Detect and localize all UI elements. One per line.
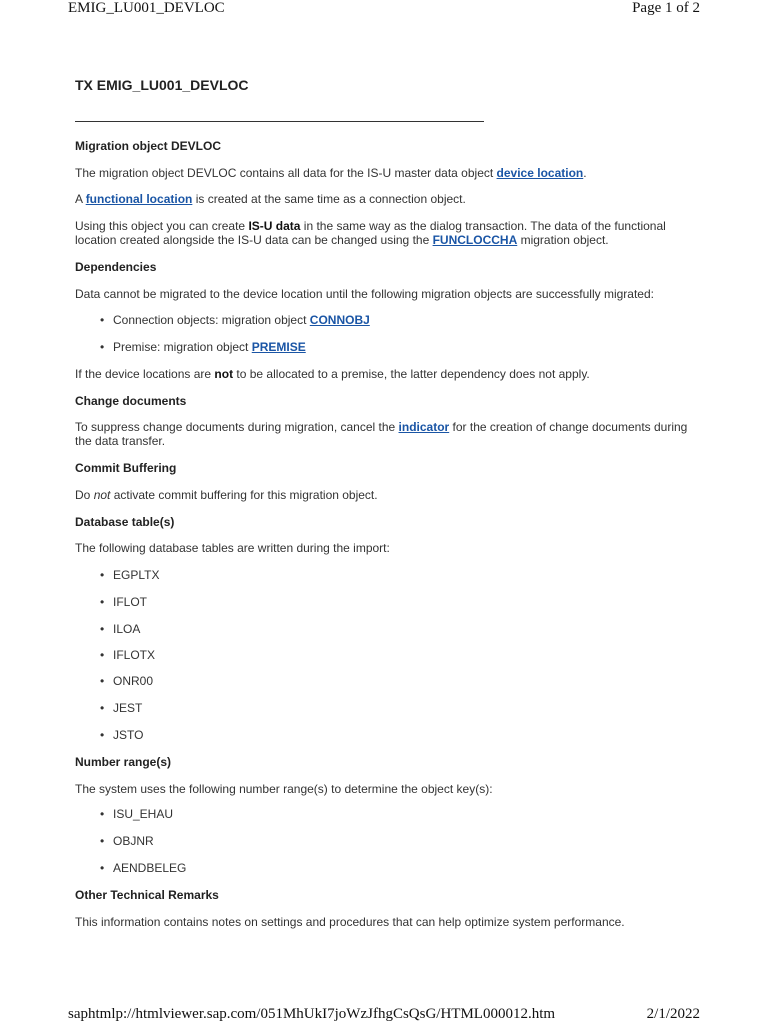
text: The migration object DEVLOC contains all data for the IS-U master data object [75,166,497,180]
table-name: ONR00 [113,674,154,688]
text: . [583,166,587,180]
bullet-icon: • [100,674,105,688]
section-heading-migration-object: Migration object DEVLOC [75,139,222,153]
text: Using this object you can create [75,219,249,233]
list-item [100,834,154,848]
text: If the device locations are [75,367,215,381]
italic-text: not [93,488,111,502]
number-range-name: OBJNR [113,834,154,848]
text: for the creation of change documents during the data transfer. [75,420,688,448]
text: A [75,192,86,206]
bullet-icon: • [100,728,105,742]
link-device-location[interactable]: device location [496,166,584,180]
text: Do [75,488,94,502]
print-footer [68,1006,700,1023]
text: in the same way as the dialog transaction. The data of the functional location created alongside the IS-U data can be changed using the [75,219,666,247]
list-item [100,340,306,354]
bullet-icon: • [100,807,105,821]
text: migration object. [517,233,609,247]
text: is created at the same time as a connection object. [192,192,466,206]
paragraph-commit-buffering [75,488,378,502]
list-item [100,807,173,821]
bullet-icon: • [100,648,105,662]
paragraph-dependency-note [75,367,590,381]
list-item [100,648,155,662]
list-item [100,313,370,327]
bullet-icon: • [100,861,105,875]
list-item [100,595,147,609]
bold-text: IS-U data [248,219,301,233]
link-premise[interactable]: PREMISE [251,340,306,354]
print-header [68,0,700,17]
number-range-name: ISU_EHAU [113,807,174,821]
section-heading-number-ranges: Number range(s) [75,755,172,769]
paragraph-other-remarks: This information contains notes on settings and procedures that can help optimize system performance. [75,915,625,929]
print-footer-date: 2/1/2022 [646,1006,700,1022]
bullet-icon: • [100,313,105,327]
section-heading-change-documents: Change documents [75,394,187,408]
text: To suppress change documents during migration, cancel the [75,420,399,434]
bullet-icon: • [100,701,105,715]
print-header-title: EMIG_LU001_DEVLOC [68,0,225,16]
table-name: IFLOTX [113,648,156,662]
list-item [100,568,159,582]
table-name: JEST [113,701,143,715]
title-divider [75,121,484,122]
bullet-icon: • [100,595,105,609]
table-name: ILOA [113,622,141,636]
section-heading-dependencies: Dependencies [75,260,157,274]
table-name: JSTO [113,728,144,742]
bold-text: not [214,367,234,381]
list-item [100,701,142,715]
table-name: EGPLTX [113,568,160,582]
text: activate commit buffering for this migration object. [110,488,378,502]
paragraph-change-documents [75,420,700,448]
list-item [100,674,153,688]
link-funcloccha[interactable]: FUNCLOCCHA [432,233,518,247]
list-item [100,622,140,636]
section-heading-database-tables: Database table(s) [75,515,175,529]
number-range-name: AENDBELEG [113,861,187,875]
page-number: Page 1 of 2 [632,0,700,16]
section-heading-commit-buffering: Commit Buffering [75,461,177,475]
bullet-icon: • [100,568,105,582]
paragraph-functional-location [75,192,466,206]
paragraph-isu-data [75,219,700,247]
text: to be allocated to a premise, the latter dependency does not apply. [233,367,590,381]
bullet-icon: • [100,340,105,354]
bullet-icon: • [100,622,105,636]
paragraph-dependencies-intro: Data cannot be migrated to the device location until the following migration objects are successfully migrated: [75,287,654,301]
table-name: IFLOT [113,595,148,609]
print-footer-url: saphtmlp://htmlviewer.sap.com/051MhUkI7joWzJfhgCsQsG/HTML000012.htm [68,1006,556,1022]
paragraph-description [75,166,587,180]
list-item [100,861,186,875]
text: Connection objects: migration object [113,313,310,327]
link-indicator[interactable]: indicator [398,420,450,434]
list-item [100,728,143,742]
paragraph-database-tables-intro: The following database tables are written during the import: [75,541,390,555]
text: Premise: migration object [113,340,252,354]
paragraph-number-ranges-intro: The system uses the following number range(s) to determine the object key(s): [75,782,493,796]
link-connobj[interactable]: CONNOBJ [309,313,370,327]
page-title: TX EMIG_LU001_DEVLOC [75,77,249,93]
section-heading-other-remarks: Other Technical Remarks [75,888,219,902]
bullet-icon: • [100,834,105,848]
link-functional-location[interactable]: functional location [85,192,193,206]
